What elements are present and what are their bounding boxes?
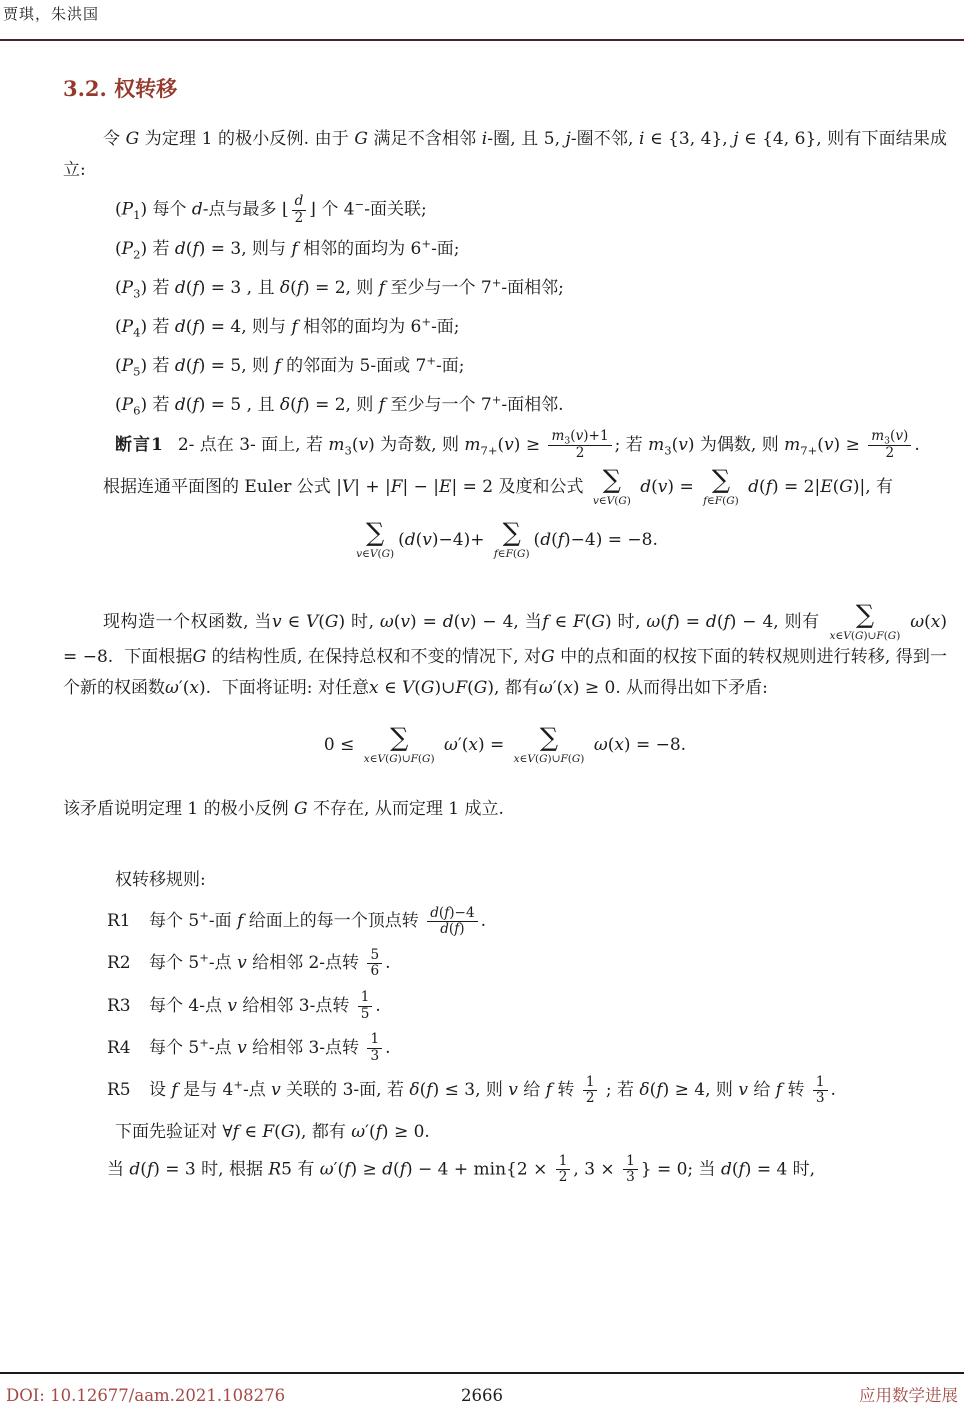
rule-item-r4 <box>63 1032 947 1064</box>
claim-label: 断言1 <box>115 434 164 455</box>
page-body <box>63 62 947 1186</box>
display-equation-1: ∑ v∈V(G) (d(v)−4)+ ∑ f∈F(G) (d(f)−4) = −8. <box>356 517 658 561</box>
section-title: 3.2. 权转移 <box>63 76 178 101</box>
rule-label: R1 <box>107 911 131 932</box>
footer-rule <box>0 1372 964 1374</box>
rule-label: R4 <box>107 1037 131 1058</box>
rule-item-r2 <box>63 948 947 980</box>
rule-body: 每个 5+-点 v 给相邻 2-点转 $\frac{5}{6}$ . <box>149 946 391 980</box>
page-footer <box>0 1381 964 1411</box>
footer-page-number: 2666 <box>461 1386 503 1405</box>
euler-paragraph: 根据连通平面图的 Euler 公式 |V| + |F| − |E| = 2 及度和公式 ∑ v∈V(G) d(v) = ∑ f∈F(G) d(f) = 2|E(G)|, 有 <box>103 464 894 507</box>
rule-label: R3 <box>107 995 131 1016</box>
running-head-authors: 贾琪，朱洪国 <box>3 5 100 23</box>
property-item-p2: $(P_2)$ 若 d(f) = 3, 则与 f 相邻的面均为 6+-面; <box>115 236 460 262</box>
property-item-p3: $(P_3)$ 若 d(f) = 3 , 且 δ(f) = 2, 则 f 至少与一个 7+-面相邻; <box>115 275 564 301</box>
intro-paragraph: 令 G 为定理 1 的极小反例. 由于 G 满足不含相邻 i-圈, 且 5, j-圈不邻, i ∈ {3, 4}, j ∈ {4, 6}, 则有下面结果成立: <box>63 129 947 180</box>
rule-item-r1 <box>63 906 947 938</box>
property-item-p5: $(P_5)$ 若 d(f) = 5, 则 f 的邻面为 5-面或 7+-面; <box>115 353 465 379</box>
rule-item-r5 <box>63 1075 947 1107</box>
rule-body: 每个 4-点 v 给相邻 3-点转 $\frac{1}{5}$ . <box>149 989 381 1022</box>
rule-body: 每个 5+-面 f 给面上的每一个顶点转 $\frac{d(f)-4}{d(f)}$ . <box>149 904 486 938</box>
rules-title: 权转移规则: <box>115 869 206 890</box>
property-item-p1: $(P_1)$ 每个 d-点与最多 ⌊ $\frac{d}{2}$ ⌋ 个 4−-面关联; <box>115 193 427 226</box>
footer-journal-link[interactable]: 应用数学进展 <box>859 1386 958 1405</box>
rule-label: R5 <box>107 1080 131 1101</box>
rule-body: 设 f 是与 4+-点 v 关联的 3-面, 若 δ(f) ≤ 3, 则 v 给 f 转 $\frac{1}{2}$ ; 若 δ(f) ≥ 4, 则 v 给 f 转 $\frac{1}{3}$ . <box>149 1073 836 1107</box>
verify-paragraph: 下面先验证对 ∀f ∈ F(G), 都有 ω′(f) ≥ 0. <box>115 1121 430 1142</box>
claim-body: 2- 点在 3- 面上, 若 $m_3(v)$ 为奇数, 则 $m_{7+}(v)$ ≥ $\frac{m_3(v)+1}{2}$ ; 若 $m_3(v)$ 为偶数, 则 $m_{7+}(v)$ ≥ $\frac{m_3(v)}{2}$ . <box>177 428 920 461</box>
property-item-p4: $(P_4)$ 若 d(f) = 4, 则与 f 相邻的面均为 6+-面; <box>115 314 460 340</box>
property-item-p6: $(P_6)$ 若 d(f) = 5 , 且 δ(f) = 2, 则 f 至少与一个 7+-面相邻. <box>115 392 564 418</box>
rule-body: 每个 5+-点 v 给相邻 3-点转 $\frac{1}{3}$ . <box>149 1031 391 1064</box>
display-equation-2: 0 ≤ ∑ x∈V(G)∪F(G) ω′(x) = ∑ x∈V(G)∪F(G) ω(x) = −8. <box>323 722 687 766</box>
footer-doi-link[interactable]: DOI: 10.12677/aam.2021.108276 <box>6 1386 286 1405</box>
case-analysis-paragraph: 当 d(f) = 3 时, 根据 R5 有 ω′(f) ≥ d(f) − 4 + min{2 × $\frac{1}{2}$ , 3 × $\frac{1}{3}$ } = 0; 当 d(f) = 4 时, <box>107 1152 816 1186</box>
contradiction-paragraph: 该矛盾说明定理 1 的极小反例 G 不存在, 从而定理 1 成立. <box>63 798 504 819</box>
rule-item-r3 <box>63 990 947 1022</box>
header-rule <box>0 39 964 41</box>
weight-function-paragraph: 现构造一个权函数, 当v ∈ V(G) 时, ω(v) = d(v) − 4, 当f ∈ F(G) 时, ω(f) = d(f) − 4, 则有 ∑ x∈V(G)∪F(G) ω(x) = −8. 下面根据G 的结构性质, 在保持总权和不变的情况下, 对G 中的点和面的权按下面的转权规则进行转移, 得到一个新的权函数ω′(x). 下面将证明: 对任意x ∈ V(G)∪F(G), 都有ω′(x) ≥ 0. 从而得出如下矛盾: <box>63 599 947 698</box>
claim-paragraph <box>63 429 947 461</box>
rule-label: R2 <box>107 953 131 974</box>
